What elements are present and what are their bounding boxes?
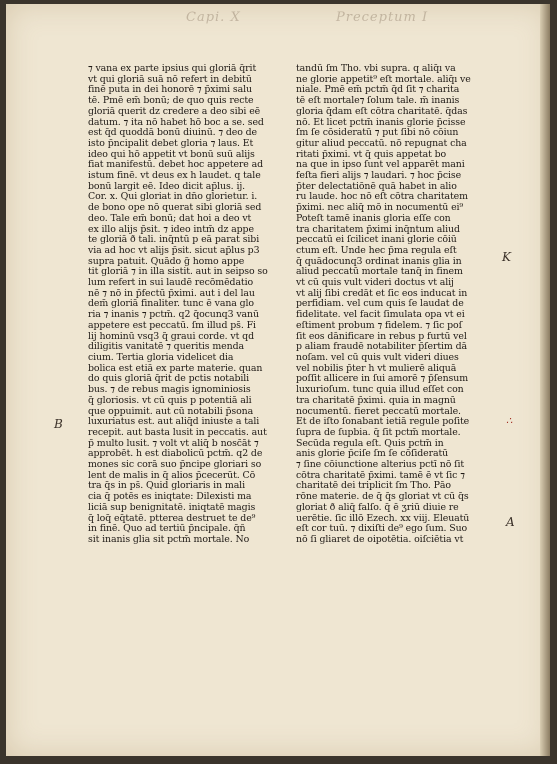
- text-line: gloriā querit dz credere a deo sibi eē: [88, 106, 261, 117]
- text-line: via ad hoc vt alijs p̄sit. sicut ap̄lus p3: [88, 245, 260, 256]
- left-text-column: [88, 64, 288, 546]
- text-line: isto p̄ncipalit debet gloria ⁊ laus. Et: [88, 138, 254, 149]
- text-line: lij hominū vsq3 q̃ graui corde. vt qd̄: [88, 331, 254, 342]
- text-line: istum finē. vt deus ex h laudet. q tale: [88, 171, 261, 182]
- text-line: recepit. aut basta lusit in peccatis. aut: [88, 427, 267, 438]
- text-line: p̄ter delectatiōnē quā habet in alio: [296, 181, 457, 192]
- text-line: tandū ſm Tho. vbi supra. q aliq̄ı va: [296, 64, 456, 74]
- text-line: perfidiam. vel cum quis ſe laudat de: [296, 299, 464, 310]
- text-line: Cor. x. Qui gloriat in dn̄o glorietur. i.: [88, 192, 258, 203]
- book-page: [6, 4, 550, 756]
- text-line: est q̄ḋ quoddā bonū diuinū. ⁊ deo de: [88, 128, 257, 139]
- text-line: liciā sup benignitatē. iniqtatē magis: [88, 502, 256, 513]
- margin-note-left: B: [54, 417, 63, 431]
- text-line: in finē. Quo ad tertiū p̄ncipale. q̄ñ: [88, 524, 246, 535]
- text-line: eſtiment probum ⁊ fidelem. ⁊ ſic poſ: [296, 320, 462, 331]
- text-line: nō. Et licet pctm̄ inanis glorie p̄cisse: [296, 117, 466, 128]
- text-line: p̄ximi. nec aliq̄ mō in nocumentū ei⁹: [296, 203, 464, 214]
- margin-note-right-2: ∴: [506, 416, 513, 427]
- text-line: nē ⁊ nō in p̄fectū p̄ximi. aut i del lau: [88, 288, 255, 299]
- text-line: vt qui gloriā suā nō refert in debitū: [88, 74, 252, 85]
- text-line: niale. P̄mē em̄ pctm̄ q̄d ſit ⁊ charita: [296, 85, 460, 96]
- margin-note-right-1: K: [502, 250, 511, 264]
- text-line: gloriat ð aliq̄ falſo. q̄ ē ʒriū diuie re: [296, 502, 459, 513]
- text-line: q̄ gloriosis. vt cū quis p potentiā ali: [88, 395, 252, 406]
- text-line: deo. Tale em̄ bonū; dat hoi a deo vt: [88, 213, 252, 224]
- text-line: cium. Tertia gloria videlicet dia: [88, 352, 234, 363]
- text-line: fidelitate. vel facit ſimulata opa vt ei: [296, 310, 465, 321]
- text-line: q̄ loq̄ eq̄tatē. ptterea destruet te de⁹: [88, 513, 256, 524]
- text-line: uerētie. ſic illō Ezech. xx viij. Eleuatū: [296, 513, 470, 524]
- text-line: gloria q̄dam eſt cōtra charitatē. q̄das: [296, 106, 468, 117]
- text-line: bus. ⁊ de rebus magis ignominiosis: [88, 385, 251, 396]
- text-line: p̄ multo lusit. ⁊ volt vt aliq̄ b nosc̄āt ⁊: [88, 438, 259, 449]
- text-line: ſit eos dānificare in rebus p furtū vel: [296, 331, 467, 342]
- text-line: ctum eſt. Unde hec p̄ma regula eſt: [296, 245, 457, 256]
- text-line: de bono ope nō querat sibi gloriā sed: [88, 203, 262, 214]
- text-line: ſupra de ſupbia. q̄ ſit pctm̄ mortale.: [296, 427, 461, 438]
- text-line: te gloriā ð tali. inq̄ntū p eā parat sibi: [88, 235, 260, 246]
- text-line: do quis gloriā q̄rit de pctis notabili: [88, 374, 250, 385]
- text-line: que oppuimit. aut cū notabili p̄sona: [88, 406, 254, 417]
- text-line: luxuriatus est. aut aliq̄d iniuste a tali: [88, 417, 260, 428]
- text-line: bolica est etiā ex parte materie. quan: [88, 363, 263, 374]
- text-line: tē eſt mortale⁊ ſolum tale. m̄ inanis: [296, 96, 460, 107]
- text-line: gitur aliud peccatū. nō repugnat cha: [296, 138, 467, 149]
- text-line: lent de malis in q̄ alios p̄cecerūt. Cō: [88, 470, 256, 481]
- text-line: tra q̄s in ps̄. Quid gloriaris in mali: [88, 481, 245, 492]
- text-line: appetere est peccatū. ſm illud ps̄. Fi: [88, 320, 256, 331]
- text-line: rōne materie. de q̄ q̄s gloriat vt cū q̄s: [296, 492, 469, 503]
- text-line: noſam. vel cū quis vult videri diues: [296, 352, 459, 363]
- text-line: dem̄ gloriā finaliter. tunc ē vana glo: [88, 299, 254, 310]
- text-line: eſt cor tuū. ⁊ dixiſti de⁹ ego ſum. Suo: [296, 524, 468, 535]
- text-line: vt cū quis vult videri doctus vt alij: [296, 278, 454, 289]
- text-line: anis glorie p̄ciſe ſm ſe cōſideratū: [296, 449, 449, 460]
- text-line: finē puta in dei honorē ⁊ p̄ximi salu: [88, 85, 252, 96]
- text-line: nō ſi gliaret de oipotētia. oiſciētia vt: [296, 534, 464, 545]
- text-line: datum. ⁊ ita nō habet hō boc a se. sed: [88, 117, 264, 128]
- text-line: ⁊ vana ex parte ipsius qui gloriā q̄rit: [88, 64, 257, 74]
- text-line: nocumentū. fieret peccatū mortale.: [296, 406, 461, 417]
- text-line: sit inanis glia sit pctm̄ mortale. No: [88, 534, 250, 545]
- text-line: tē. P̄mē em̄ bonū; de quo quis recte: [88, 96, 254, 107]
- text-line: aliud peccatū mortale tanq̄ in finem: [296, 267, 463, 278]
- text-line: peccatū ei ſcilicet inani glorie cōiū: [296, 235, 457, 246]
- book-spine: [540, 4, 550, 756]
- text-line: vt alij ſibi credāt et ſic eos inducat in: [296, 288, 468, 299]
- text-line: lum refert in sui laudē recōmēdatio: [88, 278, 254, 289]
- text-line: ex illo alijs p̄sit. ⁊ ideo intm̄ dz appe: [88, 224, 254, 235]
- text-line: q̄ quādocunq3 ordinat inanis glia in: [296, 256, 462, 267]
- text-line: feſta fieri alijs ⁊ laudari. ⁊ hoc p̄cise: [296, 171, 462, 182]
- margin-note-right-3: A: [506, 515, 515, 529]
- text-line: mones sic corā suo p̄ncipe gloriari so: [88, 460, 262, 471]
- text-line: ſm ſe cōsideratū ⁊ put ſibi nō cōiun: [296, 128, 459, 139]
- text-line: charitatē dei triplicit ſm Tho. Pāo: [296, 481, 451, 492]
- text-line: ritati p̄ximi. vt q̄ quis appetat bo: [296, 149, 447, 160]
- text-line: fiat manifestū. debet hoc appetere ad: [88, 160, 264, 171]
- text-line: Et de iſto ſonabant ietiā regule poſite: [296, 417, 470, 428]
- text-line: ⁊ ſine cōiunctione alterius pctī nō ſit: [296, 460, 465, 471]
- text-line: tra charitatē p̄ximi. quia in magnū: [296, 395, 456, 406]
- text-line: approbēt. h est diabolicū pctm̄. q2 de: [88, 449, 263, 460]
- text-line: ideo qui hō appetit vt bonū suū alijs: [88, 149, 255, 160]
- text-line: bonū largit eē. Ideo dicit ap̄lus. ij.: [88, 181, 246, 192]
- text-line: luxurioſum. tunc quia illud eſſet con: [296, 385, 464, 396]
- right-text-column: [296, 64, 504, 546]
- text-line: cōtra charitatē p̄ximi. tamē ē vt ſic ⁊: [296, 470, 465, 481]
- text-line: ria ⁊ inanis ⁊ pctm̄. q2 q̄ocunq3 vanū: [88, 310, 259, 321]
- text-line: na que in ipso ſunt vel apparēt mani: [296, 160, 465, 171]
- text-line: poſſit allicere in ſui amorē ⁊ p̄ſensum: [296, 374, 468, 385]
- text-line: vel nobilis p̄ter h vt mulierē aliquā: [296, 363, 457, 374]
- text-line: tra charitatem p̄ximi inq̄ntum aliud: [296, 224, 460, 235]
- running-head-right: Preceptum I: [336, 10, 429, 25]
- text-line: p aliam fraudē notabiliter p̄ſertim dā: [296, 342, 467, 353]
- text-line: Secūda regula eſt. Quis pctm̄ in: [296, 438, 444, 449]
- text-line: supra patuit. Quādo g̃ homo appe: [88, 256, 245, 267]
- text-line: Poteſt tamē inanis gloria eſſe con: [296, 213, 451, 224]
- text-line: ne glorie appetit⁹ eſt mortale. aliq̄ı ve: [296, 74, 471, 85]
- running-head-left: Capi. X: [186, 10, 241, 25]
- text-line: ru laude. hoc nō eſt cōtra charitatem: [296, 192, 468, 203]
- text-line: diligitis vanitatē ⁊ queritis menda: [88, 342, 244, 353]
- text-line: tit gloriā ⁊ in illa sistit. aut in seipso so: [88, 267, 268, 278]
- text-line: cia q̄ potēs es iniqtate: Dilexisti ma: [88, 492, 252, 503]
